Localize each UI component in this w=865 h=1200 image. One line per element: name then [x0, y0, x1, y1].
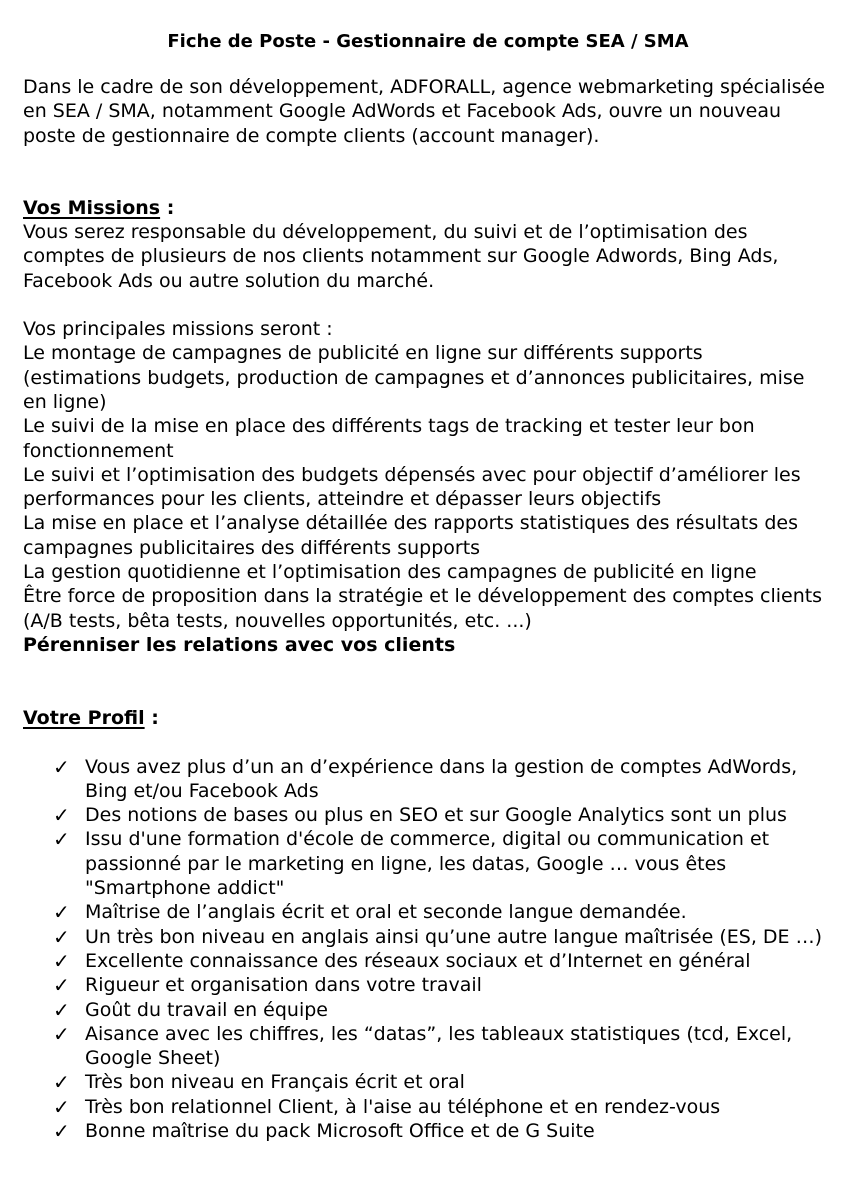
- profile-item-text: Très bon relationnel Client, à l'aise au téléphone et en rendez-vous: [85, 1095, 721, 1118]
- mission-item: Être force de proposition dans la stratégie et le développement des comptes clients (A/B tests, bêta tests, nouvelles opportunités, etc. ...): [23, 585, 823, 632]
- profile-item-text: Bonne maîtrise du pack Microsoft Office et de G Suite: [85, 1119, 595, 1142]
- missions-description: Vous serez responsable du développement, du suivi et de l’optimisation des comptes de plusieurs de nos clients notamment sur Google Adwords, Bing Ads, Facebook Ads ou autre solution du marché.: [23, 221, 779, 292]
- mission-item: Le suivi de la mise en place des différents tags de tracking et tester leur bon fonctionnement: [23, 415, 755, 462]
- missions-heading-colon: :: [160, 196, 175, 219]
- checkmark-icon: ✓: [53, 900, 70, 925]
- profile-list-item: [53, 949, 825, 973]
- document-title: Fiche de Poste - Gestionnaire de compte SEA / SMA: [167, 31, 689, 52]
- profile-section: [23, 706, 825, 1143]
- profile-list-item: [53, 900, 825, 924]
- profile-list: [23, 755, 825, 1144]
- profile-item-text: Des notions de bases ou plus en SEO et sur Google Analytics sont un plus: [85, 804, 787, 827]
- checkmark-icon: ✓: [53, 827, 70, 852]
- profile-list-item: [53, 925, 825, 949]
- profile-list-item: [53, 755, 825, 804]
- profile-item-text: Aisance avec les chiffres, les “datas”, les tableaux statistiques (tcd, Excel, Google Sheet): [85, 1022, 793, 1070]
- missions-heading: [23, 196, 825, 220]
- profile-heading-label: Votre Profil: [23, 707, 145, 730]
- mission-item: Le montage de campagnes de publicité en ligne sur différents supports (estimations budgets, production de campagnes et d’annonces publicitaires, mise en ligne): [23, 342, 805, 413]
- profile-item-text: Rigueur et organisation dans votre travail: [85, 974, 482, 997]
- missions-section: [23, 196, 825, 657]
- profile-list-item: [53, 803, 825, 827]
- checkmark-icon: ✓: [53, 803, 70, 828]
- checkmark-icon: ✓: [53, 1094, 70, 1119]
- profile-list-item: [53, 1022, 825, 1071]
- profile-item-text: Maîtrise de l’anglais écrit et oral et seconde langue demandée.: [85, 901, 687, 924]
- missions-list-intro: Vos principales missions seront :: [23, 318, 333, 341]
- profile-item-text: Excellente connaissance des réseaux sociaux et d’Internet en général: [85, 949, 751, 972]
- profile-item-text: Vous avez plus d’un an d’expérience dans la gestion de comptes AdWords, Bing et/ou Facebook Ads: [85, 755, 798, 802]
- checkmark-icon: ✓: [53, 948, 70, 973]
- checkmark-icon: ✓: [53, 924, 70, 949]
- profile-item-text: Très bon niveau en Français écrit et oral: [85, 1071, 465, 1094]
- mission-item: Le suivi et l’optimisation des budgets dépensés avec pour objectif d’améliorer les performances pour les clients, atteindre et dépasser leurs objectifs: [23, 463, 801, 511]
- profile-list-item: [53, 1095, 825, 1119]
- profile-heading-colon: :: [144, 707, 159, 730]
- missions-list: [23, 317, 825, 657]
- checkmark-icon: ✓: [53, 997, 70, 1022]
- profile-item-text: Un très bon niveau en anglais ainsi qu’une autre langue maîtrisée (ES, DE …): [85, 925, 822, 948]
- mission-closing-bold: Pérenniser les relations avec vos clients: [23, 633, 456, 656]
- profile-item-text: Goût du travail en équipe: [85, 998, 329, 1021]
- profile-list-item: [53, 998, 825, 1022]
- profile-list-item: [53, 973, 825, 997]
- profile-heading: [23, 706, 825, 730]
- checkmark-icon: ✓: [53, 973, 70, 998]
- profile-item-text: Issu d'une formation d'école de commerce, digital ou communication et passionné par le marketing en ligne, les datas, Google … vous êtes "Smartphone addict": [85, 828, 770, 900]
- intro-paragraph: Dans le cadre de son développement, ADFORALL, agence webmarketing spécialisée en SEA / SMA, notamment Google AdWords et Facebook Ads, ouvre un nouveau poste de gestionnaire de compte clients (account manager).: [23, 76, 825, 147]
- mission-item: La mise en place et l’analyse détaillée des rapports statistiques des résultats des campagnes publicitaires des différents supports: [23, 512, 798, 559]
- checkmark-icon: ✓: [53, 1021, 70, 1046]
- mission-item: La gestion quotidienne et l’optimisation des campagnes de publicité en ligne: [23, 561, 757, 584]
- profile-list-item: [53, 1070, 825, 1094]
- checkmark-icon: ✓: [53, 754, 70, 779]
- profile-list-item: [53, 1119, 825, 1143]
- profile-list-item: [53, 827, 825, 900]
- checkmark-icon: ✓: [53, 1118, 70, 1143]
- checkmark-icon: ✓: [53, 1070, 70, 1095]
- missions-heading-label: Vos Missions: [23, 196, 161, 219]
